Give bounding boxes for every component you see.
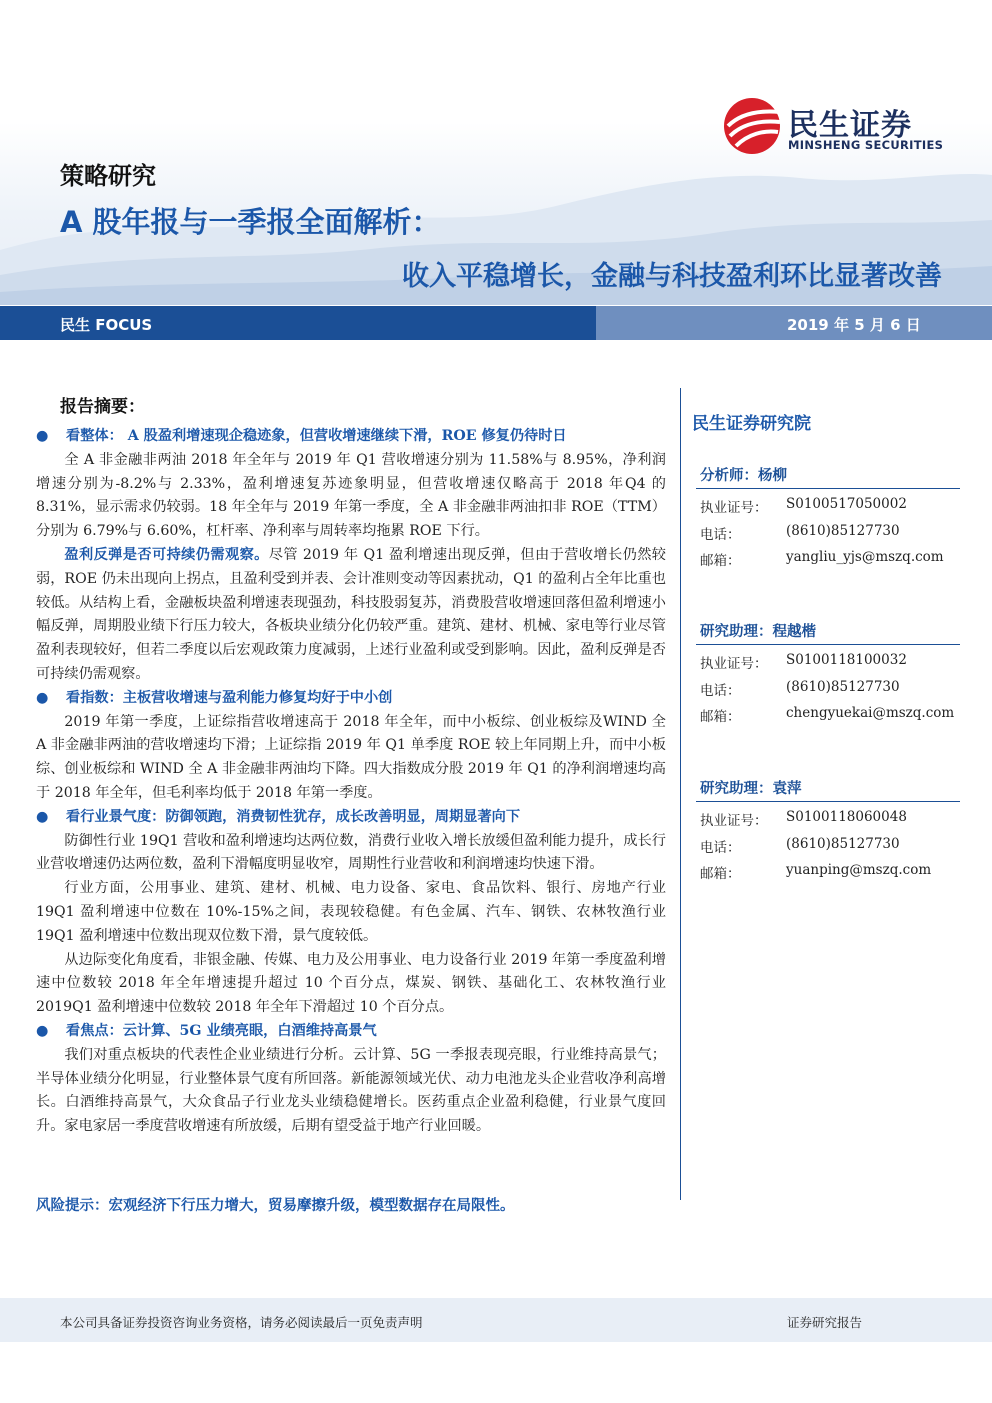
abstract-body [36, 425, 666, 1139]
cert-label: 执业证号： [700, 500, 768, 516]
section-heading: ● 看行业景气度：防御领跑，消费韧性犹存，成长改善明显，周期显著向下 [36, 806, 666, 830]
paragraph: 全 A 非金融非两油 2018 年全年与 2019 年 Q1 营收增速分别为 11.58%与 8.95%，净利润增速分别为-8.2%与 2.33%，盈利增速复苏迹象明显，但营收增速仅略高于 2018 年Q4 的 8.31%，显示需求仍较弱。18 年全年与 2019 年第一季度，全 A 非金融非两油扣非 ROE（TTM）分别为 6.79%与 6.60%，杠杆率、净利率与周转率均拖累 ROE 下行。 [36, 451, 666, 540]
focus-label: 民生 FOCUS [60, 316, 153, 334]
risk-notice: 风险提示：宏观经济下行压力增大，贸易摩擦升级，模型数据存在局限性。 [36, 1197, 515, 1214]
email-address[interactable]: chengyuekai@mszq.com [786, 705, 955, 721]
bullet-icon: ● [36, 689, 49, 706]
phone-number: (8610)85127730 [786, 678, 900, 695]
analyst-name: 分析师：杨柳 [696, 464, 960, 489]
column-divider [680, 388, 681, 1200]
logo-emblem-icon [722, 96, 784, 156]
paragraph-lead: 盈利反弹是否可持续仍需观察。 [64, 546, 269, 563]
footer-report-type: 证券研究报告 [787, 1315, 863, 1330]
email-label: 邮箱： [700, 709, 741, 725]
logo-chinese-name: 民生证券 [788, 108, 912, 143]
section-index [36, 687, 666, 806]
cert-label: 执业证号： [700, 656, 768, 672]
cert-number: S0100118060048 [786, 809, 907, 825]
email-label: 邮箱： [700, 866, 741, 882]
research-assistant-card [696, 777, 960, 882]
paragraph: 盈利反弹是否可持续仍需观察。尽管 2019 年 Q1 盈利增速出现反弹，但由于营收增长仍然较弱，ROE 仍未出现向上拐点，且盈利受到并表、会计准则变动等因素扰动，Q1 的盈利占全年比重也较低。从结构上看，金融板块盈利增速表现强劲，科技股弱复苏，消费股营收增速回落但盈利增速小幅反弹，周期股业绩下行压力较大，各板块业绩分化仍较严重。建筑、建材、机械、家电等行业尽管盈利表现较好，但若二季度以后宏观政策力度减弱，上述行业盈利或受到影响。因此，盈利反弹是否可持续仍需观察。 [36, 546, 666, 682]
bullet-icon: ● [36, 808, 49, 825]
paragraph: 2019 年第一季度，上证综指营收增速高于 2018 年全年，而中小板综、创业板综及WIND 全 A 非金融非两油的营收增速均下滑；上证综指 2019 年 Q1 单季度 ROE 较上年同期上升，而中小板综、创业板综和 WIND 全 A 非金融非两油均下降。四大指数成分股 2019 年 Q1 的净利润增速均高于 2018 年全年，但毛利率均低于 2018 年第一季度。 [36, 713, 666, 801]
abstract-title: 报告摘要： [60, 397, 145, 417]
cert-number: S0100517050002 [786, 496, 907, 512]
research-institute: 民生证券研究院 [692, 414, 811, 434]
email-address[interactable]: yuanping@mszq.com [786, 862, 932, 878]
cert-label: 执业证号： [700, 813, 768, 829]
phone-label: 电话： [700, 839, 741, 856]
email-label: 邮箱： [700, 553, 741, 569]
paragraph: 从边际变化角度看，非银金融、传媒、电力及公用事业、电力设备行业 2019 年第一季度盈利增速中位数较 2018 年全年增速提升超过 10 个百分点，煤炭、钢铁、基础化工、农林牧渔行业 2019Q1 盈利增速中位数较 2018 年全年下滑超过 10 个百分点。 [36, 951, 666, 1016]
report-category: 策略研究 [60, 162, 156, 190]
bullet-icon: ● [36, 428, 49, 444]
research-assistant-card [696, 620, 960, 725]
phone-label: 电话： [700, 682, 741, 699]
paragraph: 防御性行业 19Q1 营收和盈利增速均达两位数，消费行业收入增长放缓但盈利能力提升，成长行业营收增速仍达两位数，盈利下滑幅度明显收窄，周期性行业营收和利润增速均快速下滑。 [36, 832, 666, 873]
company-logo [722, 96, 962, 156]
phone-number: (8610)85127730 [786, 835, 900, 852]
analyst-card [696, 464, 960, 569]
section-industry [36, 806, 666, 1020]
section-heading: ● 看焦点：云计算、5G 业绩亮眼，白酒维持高景气 [36, 1020, 666, 1044]
paragraph: 我们对重点板块的代表性企业业绩进行分析。云计算、5G 一季报表现亮眼，行业维持高景气；半导体业绩分化明显，行业整体景气度有所回落。新能源领域光伏、动力电池龙头企业营收净利高增长。白酒维持高景气，大众食品子行业龙头业绩稳健增长。医药重点企业盈利稳健，行业景气度回升。家电家居一季度营收增速有所放缓，后期有望受益于地产行业回暖。 [36, 1046, 666, 1135]
logo-english-name: MINSHENG SECURITIES [788, 138, 944, 152]
section-heading: ● 看整体： A 股盈利增速现企稳迹象，但营收增速继续下滑，ROE 修复仍待时日 [36, 425, 666, 449]
section-overall [36, 425, 666, 687]
cert-number: S0100118100032 [786, 652, 907, 668]
footer-disclaimer: 本公司具备证券投资咨询业务资格，请务必阅读最后一页免责声明 [60, 1315, 423, 1330]
assistant-name: 研究助理：程越楷 [696, 620, 960, 645]
phone-label: 电话： [700, 526, 741, 543]
report-title: A 股年报与一季报全面解析： [60, 205, 441, 239]
paragraph: 行业方面，公用事业、建筑、建材、机械、电力设备、家电、食品饮料、银行、房地产行业 19Q1 盈利增速中位数在 10%-15%之间，表现较稳健。有色金属、汽车、钢铁、农林牧渔行业 19Q1 盈利增速中位数出现双位数下滑，景气度较低。 [36, 880, 666, 944]
phone-number: (8610)85127730 [786, 522, 900, 539]
section-heading: ● 看指数：主板营收增速与盈利能力修复均好于中小创 [36, 687, 666, 711]
section-focus [36, 1020, 666, 1139]
report-date: 2019 年 5 月 6 日 [787, 316, 921, 334]
report-subtitle: 收入平稳增长，金融与科技盈利环比显著改善 [402, 261, 942, 292]
bullet-icon: ● [36, 1022, 49, 1039]
assistant-name: 研究助理：袁萍 [696, 777, 960, 802]
email-address[interactable]: yangliu_yjs@mszq.com [786, 549, 944, 565]
